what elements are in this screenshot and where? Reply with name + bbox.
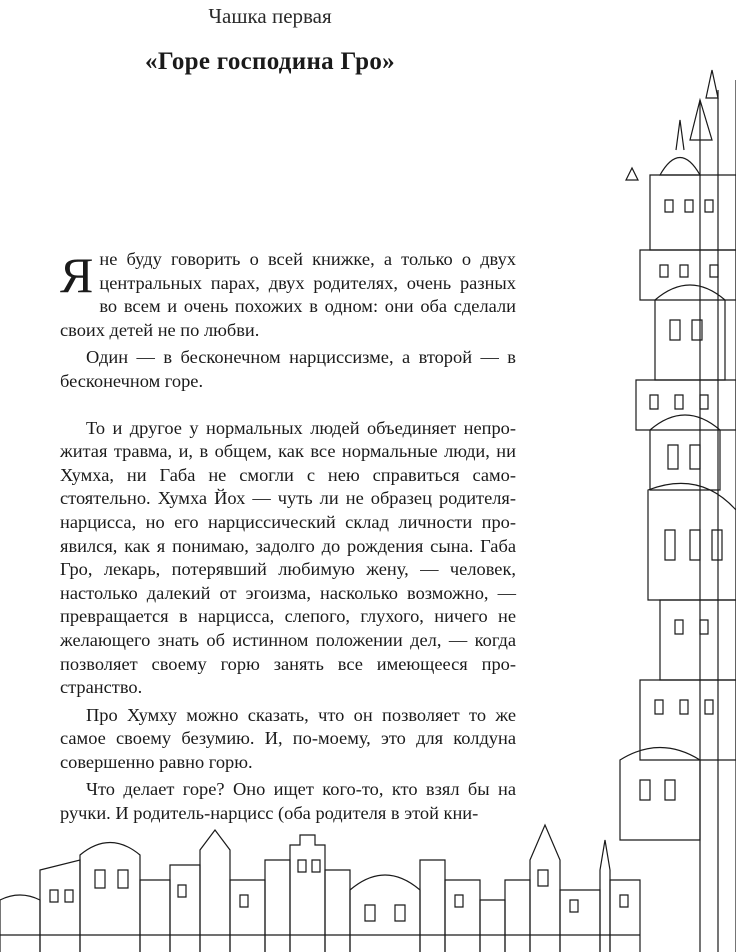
paragraph-5: Что делает горе? Оно ищет кого-то, кто взял бы на ручки. И родитель-нарцисс (оба родителя в этой кни- [60, 779, 516, 824]
paragraph-2: Один — в бесконечном нарциссизме, а второй — в бесконечном горе. [60, 347, 516, 391]
paragraph-3: То и другое у нормальных людей объединяет непрожитая травма, и, в общем, как все нормальные люди, ни Хумха, ни Габа не смогли с нею справиться самостоятельно. Хумха Йох — чуть ли не образец родителя-нарцисса, но его нарциссический склад личности проявился, как я понимаю, задолго до рождения сына. Габа Гро, лекарь, потерявший любимую жену, — человек, настолько далекий от эгоизма, насколько возможно, — превращается в нарцисса, слепого, глухого, ничего не желающего знать об истинном положении дел, — когда позволяет своему горю занять все имеющееся пространство. [60, 417, 516, 698]
chapter-label: Чашка первая [208, 4, 332, 28]
paragraph-1-text: не буду говорить о всей книжке, а только о двух центральных парах, двух родителях, очень разных во всем и очень похожих в одном: они оба сделали своих детей не по любви. [60, 249, 516, 340]
drop-cap: Я [60, 247, 94, 303]
chapter-title: «Горе господина Гро» [145, 48, 395, 75]
paragraph-4: Про Хумху можно сказать, что он позволяет то же самое своему безумию. И, по-моему, это для колдуна совершенно равно горю. [60, 704, 516, 772]
